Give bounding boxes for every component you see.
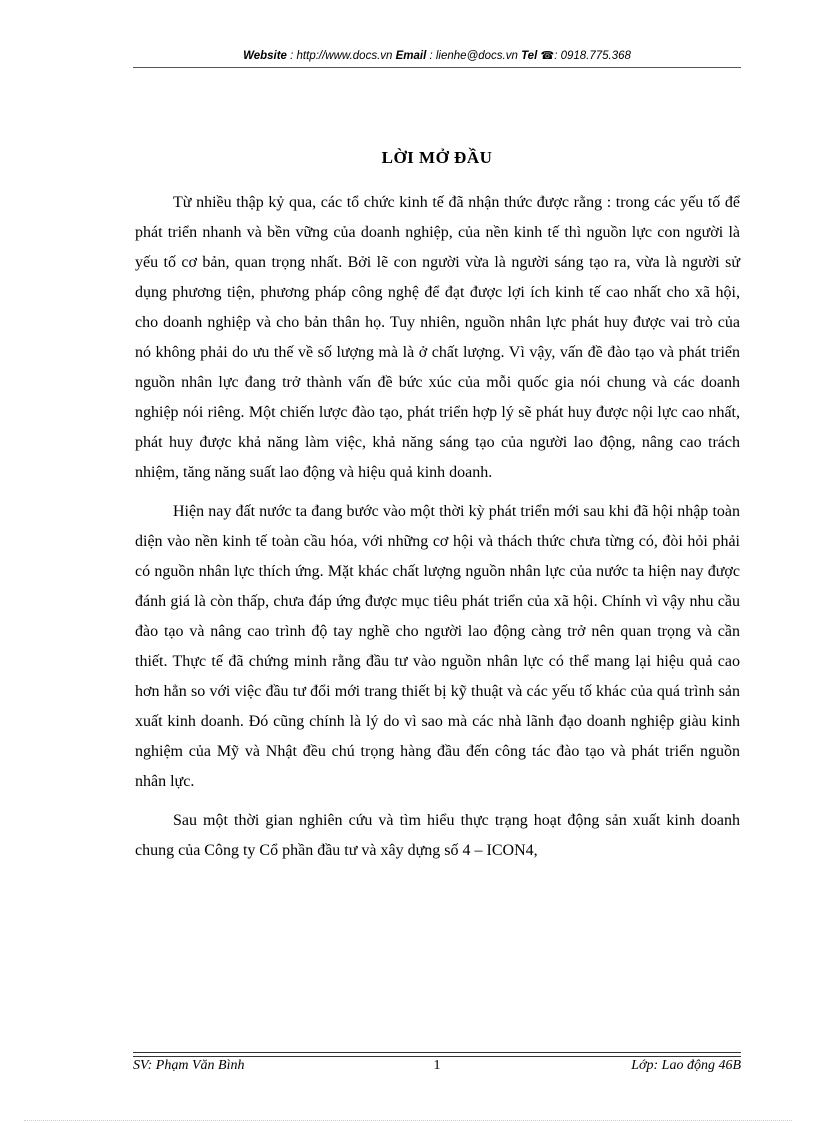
paragraph-1: Từ nhiều thập kỷ qua, các tổ chức kinh tế đã nhận thức được rằng : trong các yếu tố để phát triển nhanh và bền vững của doanh nghiệp, của nền kinh tế thì nguồn lực con người là yếu tố cơ bản, quan trọng nhất. Bởi lẽ con người vừa là người sáng tạo ra, vừa là người sử dụng phương tiện, phương pháp công nghệ để đạt được lợi ích kinh tế cao nhất cho xã hội, cho doanh nghiệp và cho bản thân họ. Tuy nhiên, nguồn nhân lực phát huy được vai trò của nó không phải do ưu thế về số lượng mà là ở chất lượng. Vì vậy, vấn đề đào tạo và phát triển nguồn nhân lực đang trở thành vấn đề bức xúc của mỗi quốc gia nói chung và các doanh nghiệp nói riêng. Một chiến lược đào tạo, phát triển hợp lý sẽ phát huy được nội lực cao nhất, phát huy được khả năng làm việc, khả năng sáng tạo của người lao động, nâng cao trách nhiệm, tăng năng suất lao động và hiệu quả kinh doanh. bbox=[135, 194, 740, 481]
tel-label: Tel bbox=[521, 50, 538, 62]
page-footer bbox=[133, 1058, 741, 1078]
document-body bbox=[135, 188, 740, 875]
header-divider bbox=[133, 67, 741, 68]
email-value: : lienhe@docs.vn bbox=[426, 50, 522, 62]
page-bottom-edge bbox=[24, 1120, 792, 1121]
email-label: Email bbox=[395, 50, 427, 62]
paragraph-3: Sau một thời gian nghiên cứu và tìm hiểu thực trạng hoạt động sản xuất kinh doanh chung của Công ty Cổ phần đầu tư và xây dựng số 4 – ICON4, bbox=[135, 812, 740, 859]
phone-icon: ☎ bbox=[540, 50, 555, 62]
website-value: : http://www.docs.vn bbox=[286, 50, 396, 62]
page-header bbox=[133, 47, 741, 67]
paragraph-2: Hiện nay đất nước ta đang bước vào một thời kỳ phát triển mới sau khi đã hội nhập toàn diện vào nền kinh tế toàn cầu hóa, với những cơ hội và thách thức chưa từng có, đòi hỏi phải có nguồn nhân lực thích ứng. Mặt khác chất lượng nguồn nhân lực của nước ta hiện nay được đánh giá là còn thấp, chưa đáp ứng được mục tiêu phát triển của xã hội. Chính vì vậy nhu cầu đào tạo và nâng cao trình độ tay nghề cho người lao động càng trở nên quan trọng và cần thiết. Thực tế đã chứng minh rằng đầu tư vào nguồn nhân lực có thể mang lại hiệu quả cao hơn hẳn so với việc đầu tư đổi mới trang thiết bị kỹ thuật và các yếu tố khác của quá trình sản xuất kinh doanh. Đó cũng chính là lý do vì sao mà các nhà lãnh đạo doanh nghiệp giàu kinh nghiệm của Mỹ và Nhật đều chú trọng hàng đầu đến công tác đào tạo và phát triển nguồn nhân lực. bbox=[135, 503, 740, 790]
footer-class-name: Lớp: Lao động 46B bbox=[631, 1058, 741, 1073]
document-title: LỜI MỞ ĐẦU bbox=[381, 148, 493, 167]
website-label: Website bbox=[243, 50, 287, 62]
footer-page-number: 1 bbox=[433, 1058, 441, 1073]
tel-value: : 0918.775.368 bbox=[554, 50, 631, 62]
footer-divider bbox=[133, 1052, 741, 1057]
footer-student-name: SV: Phạm Văn Bình bbox=[133, 1058, 245, 1073]
